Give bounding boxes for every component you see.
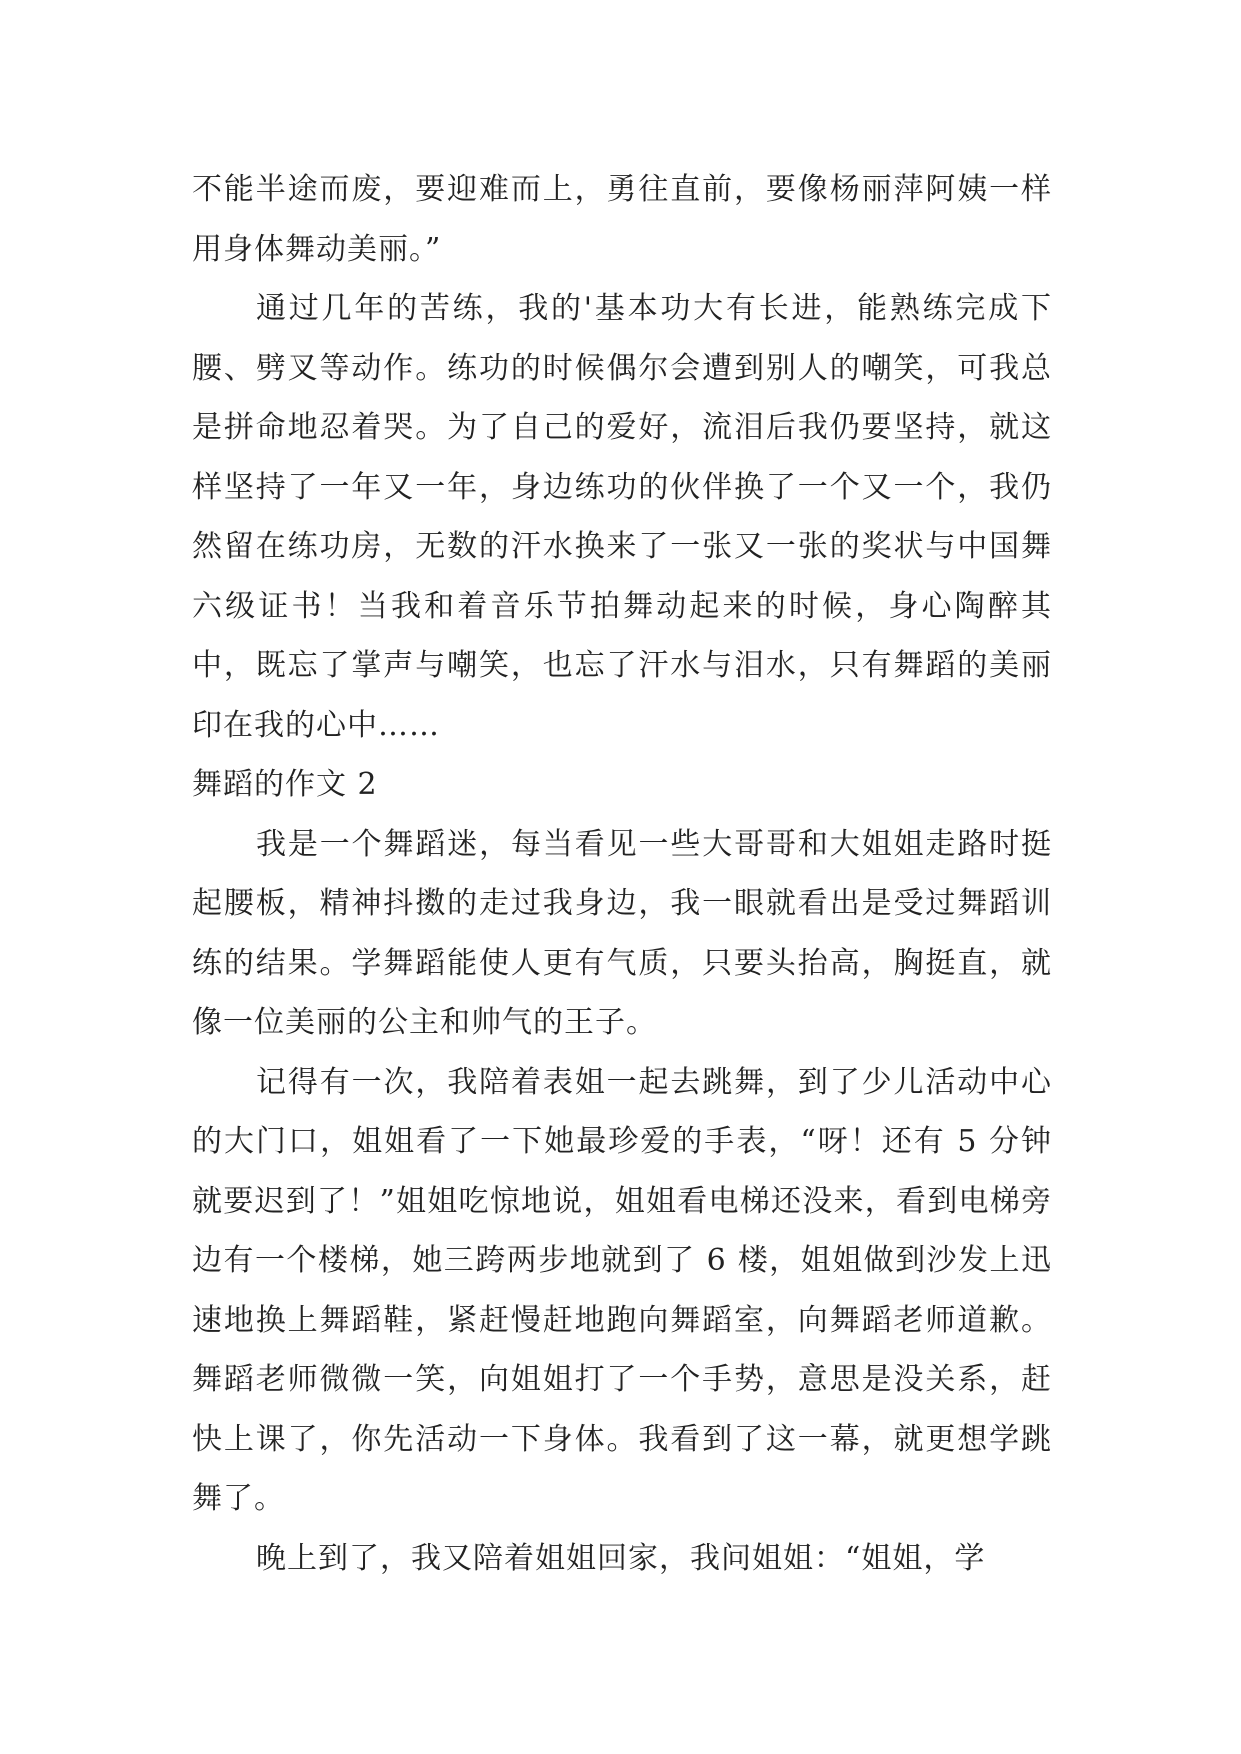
paragraph: 通过几年的苦练，我的'基本功大有长进，能熟练完成下腰、劈叉等动作。练功的时候偶尔会遭到别人的嘲笑，可我总是拼命地忍着哭。为了自己的爱好，流泪后我仍要坚持，就这样坚持了一年又一年，身边练功的伙伴换了一个又一个，我仍然留在练功房，无数的汗水换来了一张又一张的奖状与中国舞六级证书！当我和着音乐节拍舞动起来的时候，身心陶醉其中，既忘了掌声与嘲笑，也忘了汗水与泪水，只有舞蹈的美丽印在我的心中…… <box>192 291 1052 743</box>
paragraph: 晚上到了，我又陪着姐姐回家，我问姐姐：“姐姐，学 <box>256 1540 986 1576</box>
document-body <box>192 160 1052 1588</box>
paragraph: 不能半途而废，要迎难而上，勇往直前，要像杨丽萍阿姨一样用身体舞动美丽。” <box>192 172 1052 267</box>
paragraph: 我是一个舞蹈迷，每当看见一些大哥哥和大姐姐走路时挺起腰板，精神抖擞的走过我身边，我一眼就看出是受过舞蹈训练的结果。学舞蹈能使人更有气质，只要头抬高，胸挺直，就像一位美丽的公主和帅气的王子。 <box>192 826 1052 1040</box>
paragraph: 记得有一次，我陪着表姐一起去跳舞，到了少儿活动中心的大门口，姐姐看了一下她最珍爱的手表，“呀！还有 5 分钟就要迟到了！”姐姐吃惊地说，姐姐看电梯还没来，看到电梯旁边有一个楼梯，她三跨两步地就到了 6 楼，姐姐做到沙发上迅速地换上舞蹈鞋，紧赶慢赶地跑向舞蹈室，向舞蹈老师道歉。舞蹈老师微微一笑，向姐姐打了一个手势，意思是没关系，赶快上课了，你先活动一下身体。我看到了这一幕，就更想学跳舞了。 <box>192 1064 1052 1516</box>
section-heading: 舞蹈的作文 2 <box>192 767 378 802</box>
